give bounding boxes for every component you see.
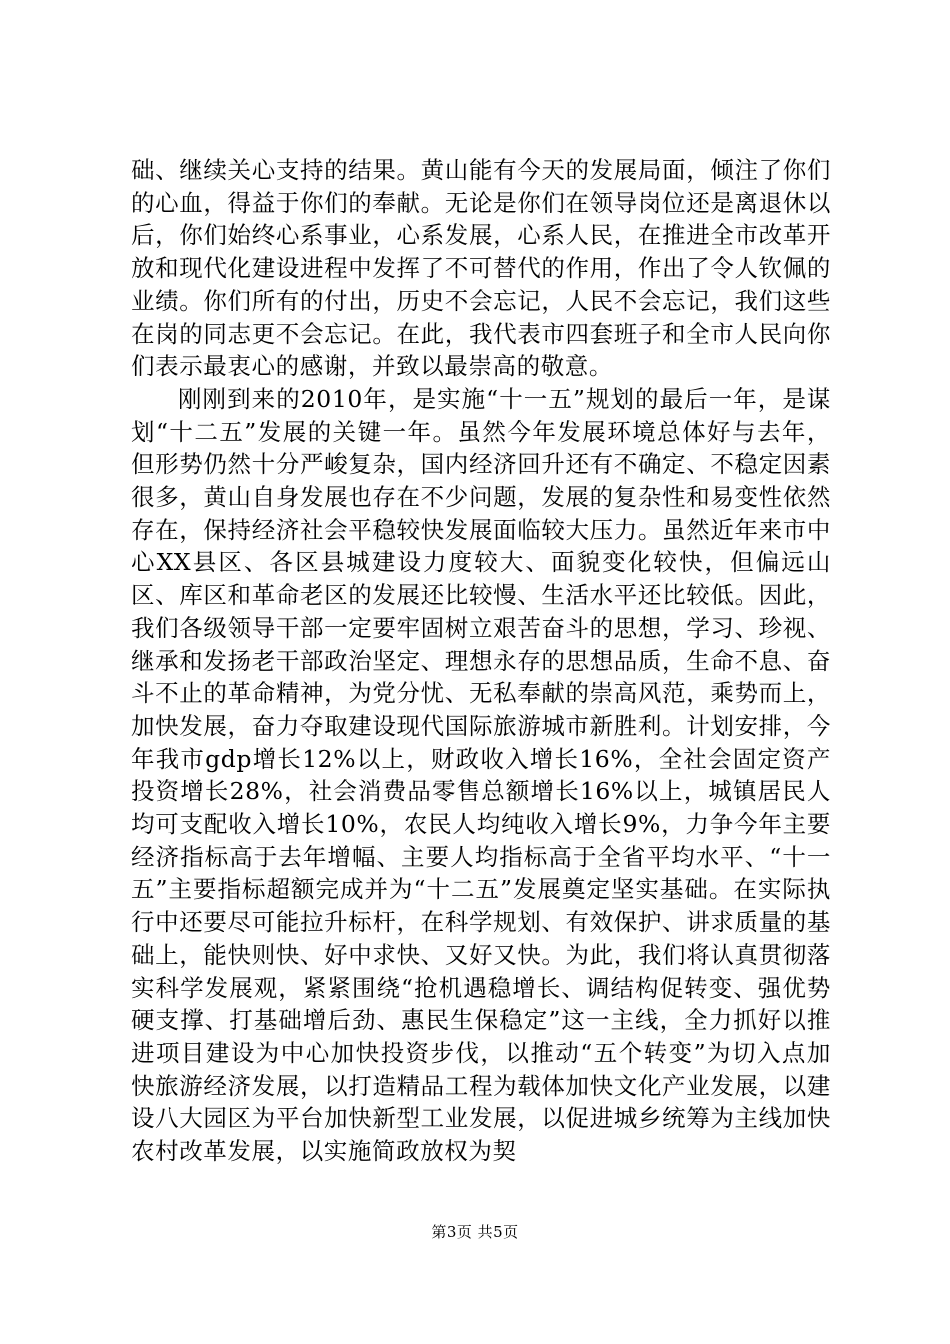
paragraph-2: 刚刚到来的2010年，是实施“十一五”规划的最后一年，是谋划“十二五”发展的关键一年。虽然今年发展环境总体好与去年，但形势仍然十分严峻复杂，国内经济回升还有不确定、不稳定因素很多，黄山自身发展也存在不少问题，发展的复杂性和易变性依然存在，保持经济社会平稳较快发展面临较大压力。虽然近年来市中心XX县区、各区县城建设力度较大、面貌变化较快，但偏远山区、库区和革命老区的发展还比较慢、生活水平还比较低。因此，我们各级领导干部一定要牢固树立艰苦奋斗的思想，学习、珍视、继承和发扬老干部政治坚定、理想永存的思想品质，生命不息、奋斗不止的革命精神，为党分忧、无私奉献的崇高风范，乘势而上，加快发展，奋力夺取建设现代国际旅游城市新胜利。计划安排，今年我市gdp增长12%以上，财政收入增长16%，全社会固定资产投资增长28%，社会消费品零售总额增长16%以上，城镇居民人均可支配收入增长10%，农民人均纯收入增长9%，力争今年主要经济指标高于去年增幅、主要人均指标高于全省平均水平、“十一五”主要指标超额完成并为“十二五”发展奠定坚实基础。在实际执行中还要尽可能拉升标杆，在科学规划、有效保护、讲求质量的基础上，能快则快、好中求快、又好又快。为此，我们将认真贯彻落实科学发展观，紧紧围绕“抢机遇稳增长、调结构促转变、强优势硬支撑、打基础增后劲、惠民生保稳定”这一主线，全力抓好以推进项目建设为中心加快投资步伐，以推动“五个转变”为切入点加快旅游经济发展，以打造精品工程为载体加快文化产业发展，以建设八大园区为平台加快新型工业发展，以促进城乡统筹为主线加快农村改革发展，以实施简政放权为契 [131, 384, 831, 1166]
paragraph-1: 础、继续关心支持的结果。黄山能有今天的发展局面，倾注了你们的心血，得益于你们的奉献。无论是你们在领导岗位还是离退休以后，你们始终心系事业，心系发展，心系人民，在推进全市改革开放和现代化建设进程中发挥了不可替代的作用，作出了令人钦佩的业绩。你们所有的付出，历史不会忘记，人民不会忘记，我们这些在岗的同志更不会忘记。在此，我代表市四套班子和全市人民向你们表示最衷心的感谢，并致以最崇高的敬意。 [131, 156, 831, 381]
page-number-footer: 第3页 共5页 [431, 1223, 519, 1241]
document-body [131, 154, 831, 1168]
